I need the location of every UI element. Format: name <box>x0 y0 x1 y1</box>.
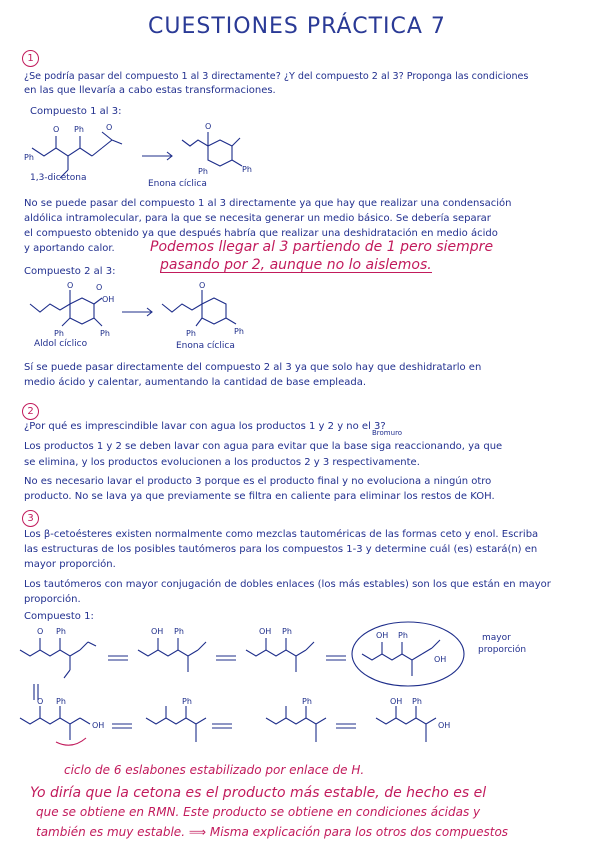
q3-text-line3: mayor proporción. <box>24 559 116 570</box>
q1-answer2-line2: medio ácido y calentar, aumentando la cantidad de base empleada. <box>24 377 367 388</box>
q1-answer-line2: aldólica intramolecular, para la que se necesita generar un medio básico. Se debería separar <box>24 213 491 224</box>
atom-label: O <box>205 122 212 131</box>
label-enone-1: Enona cíclica <box>148 179 207 189</box>
q1-note-line2: pasando por 2, aunque no lo aislemos. <box>160 257 432 273</box>
atom-label: Ph <box>234 327 244 336</box>
atom-label: Ph <box>186 329 196 338</box>
atom-label: Ph <box>174 627 184 636</box>
atom-label: Ph <box>282 627 292 636</box>
atom-label: Ph <box>182 697 192 706</box>
question-number-3: 3 <box>22 510 39 527</box>
q3-final-line1: Yo diría que la cetona es el producto más estable, de hecho es el <box>30 785 487 801</box>
q3-note-ring: ciclo de 6 eslabones estabilizado por enlace de H. <box>64 763 365 777</box>
atom-label: O <box>199 281 206 290</box>
atom-label: O <box>106 123 113 132</box>
hbond-mark <box>56 738 86 745</box>
atom-label: Ph <box>24 153 34 162</box>
q3-text-line1: Los β-cetoésteres existen normalmente como mezclas tautoméricas de las formas ceto y enol. Escriba <box>24 529 539 540</box>
question-number-1: 1 <box>22 50 39 67</box>
atom-label: Ph <box>56 627 66 636</box>
q3-text-line5: proporción. <box>24 594 81 605</box>
label-diketone: 1,3-dicetona <box>30 173 87 183</box>
q1-answer-line4: y aportando calor. <box>24 243 115 254</box>
q2-question: ¿Por qué es imprescindible lavar con agua los productos 1 y 2 y no el 3? <box>24 421 386 432</box>
q1-answer-line1: No se puede pasar del compuesto 1 al 3 directamente ya que hay que realizar una condensación <box>24 198 512 209</box>
atom-label: Ph <box>74 125 84 134</box>
atom-label: O <box>67 281 74 290</box>
atom-label: Ph <box>302 697 312 706</box>
q3-text-line4: Los tautómeros con mayor conjugación de dobles enlaces (los más estables) son los que están en mayor <box>24 579 551 590</box>
atom-label: Ph <box>56 697 66 706</box>
atom-label: O <box>37 697 44 706</box>
question-number-2: 2 <box>22 403 39 420</box>
page-title: CUESTIONES PRÁCTICA 7 <box>148 14 446 39</box>
atom-label: OH <box>102 295 115 304</box>
q3-final-line2: que se obtiene en RMN. Este producto se obtiene en condiciones ácidas y <box>36 805 481 819</box>
atom-label: Ph <box>198 167 208 176</box>
atom-label: O <box>96 283 103 292</box>
atom-label: Ph <box>54 329 64 338</box>
q2-annotation: Bromuro <box>372 429 403 437</box>
q3-heading-compound1: Compuesto 1: <box>24 611 94 622</box>
q2-answer-line4: producto. No se lava ya que previamente se filtra en caliente para eliminar los restos de KOH. <box>24 491 495 502</box>
q2-answer-line1: Los productos 1 y 2 se deben lavar con agua para evitar que la base siga reaccionando, ya que <box>24 441 503 452</box>
atom-label: Ph <box>412 697 422 706</box>
atom-label: Ph <box>242 165 252 174</box>
q1-question-line1: ¿Se podría pasar del compuesto 1 al 3 directamente? ¿Y del compuesto 2 al 3? Proponga las condiciones <box>24 71 529 82</box>
q2-answer-line2: se elimina, y los productos evolucionen a los productos 2 y 3 respectivamente. <box>24 457 420 468</box>
atom-label: OH <box>376 631 389 640</box>
atom-label: O <box>53 125 60 134</box>
label-enone-2: Enona cíclica <box>176 341 235 351</box>
atom-label: Ph <box>398 631 408 640</box>
q1-answer2-line1: Sí se puede pasar directamente del compuesto 2 al 3 ya que solo hay que deshidratarlo en <box>24 362 482 373</box>
q1-heading-2to3: Compuesto 2 al 3: <box>24 266 116 277</box>
q1-question-line2: en las que llevaría a cabo estas transformaciones. <box>24 85 276 96</box>
q1-heading-1to3: Compuesto 1 al 3: <box>30 106 122 117</box>
q3-final-line3: también es muy estable. ⟹ Misma explicación para los otros dos compuestos <box>36 825 509 839</box>
q1-note-line1: Podemos llegar al 3 partiendo de 1 pero siempre <box>150 239 494 255</box>
atom-label: O <box>37 627 44 636</box>
label-aldol: Aldol cíclico <box>34 339 88 349</box>
atom-label: OH <box>390 697 403 706</box>
label-major-line1: mayor <box>482 633 511 643</box>
q1-answer-line3: el compuesto obtenido ya que después habría que realizar una deshidratación en medio ácido <box>24 228 498 239</box>
atom-label: OH <box>151 627 164 636</box>
q3-text-line2: las estructuras de los posibles tautómeros para los compuestos 1-3 y determine cuál (es) estará(n) en <box>24 544 538 555</box>
atom-label: OH <box>438 721 451 730</box>
atom-label: OH <box>434 655 447 664</box>
atom-label: OH <box>92 721 105 730</box>
q2-answer-line3: No es necesario lavar el producto 3 porque es el producto final y no evoluciona a ningún otro <box>24 476 492 487</box>
tautomer-scheme-row2 <box>16 680 556 760</box>
label-major-line2: proporción <box>478 645 527 655</box>
atom-label: OH <box>259 627 272 636</box>
atom-label: Ph <box>100 329 110 338</box>
